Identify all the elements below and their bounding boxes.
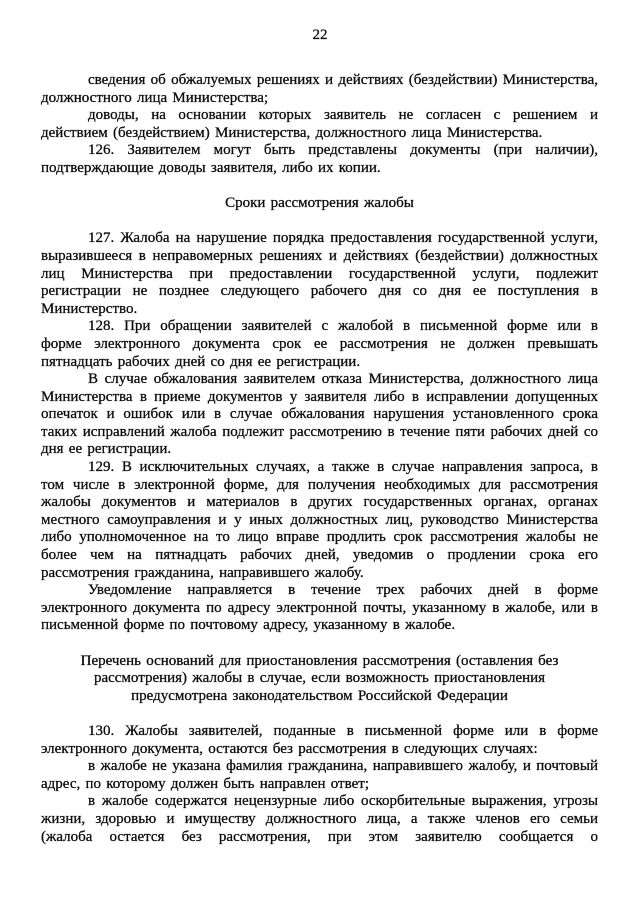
content-area [41,72,598,846]
paragraph: 126. Заявителем могут быть представлены документы (при наличии), подтверждающие доводы заявителя, либо их копии. [41,142,598,176]
paragraph: В случае обжалования заявителем отказа Министерства, должностного лица Министерства в приеме документов у заявителя либо в исправлении допущенных опечаток и ошибок или в случае обжалования нарушения установленного срока таких исправлений жалоба подлежит рассмотрению в течение пяти рабочих дней со дня ее регистрации. [41,371,598,458]
paragraph: сведения об обжалуемых решениях и действиях (бездействии) Министерства, должностного лица Министерства; [41,72,598,106]
section-heading: Сроки рассмотрения жалобы [225,195,414,212]
paragraph: в жалобе содержатся нецензурные либо оскорбительные выражения, угрозы жизни, здоровью и имуществу должностного лица, а также членов его семьи (жалоба остается без рассмотрения, при этом заявителю сообщается о [41,793,598,845]
paragraph: 127. Жалоба на нарушение порядка предоставления государственной услуги, выразившееся в неправомерных решениях и действиях (бездействии) должностных лиц Министерства при предоставлении государственной услуги, подлежит регистрации не позднее следующего рабочего дня со дня ее поступления в Министерство. [41,230,598,317]
paragraph: Уведомление направляется в течение трех рабочих дней в форме электронного документа по адресу электронной почты, указанному в жалобе, или в письменной форме по почтовому адресу, указанному в жалобе. [41,582,598,634]
section-heading: Перечень оснований для приостановления рассмотрения (оставления без рассмотрения) жалобы в случае, если возможность приостановления предусмотрена законодательством Российской Федерации [80,652,559,704]
paragraph: 130. Жалобы заявителей, поданные в письменной форме или в форме электронного документа, остаются без рассмотрения в следующих случаях: [41,722,598,757]
paragraph: 129. В исключительных случаях, а также в случае направления запроса, в том числе в электронной форме, для получения необходимых для рассмотрения жалобы документов и материалов в других государственных органах, органах местного самоуправления и у иных должностных лиц, руководство Министерства либо уполномоченное на то лицо вправе продлить срок рассмотрения жалобы не более чем на пятнадцать рабочих дней, уведомив о продлении срока его рассмотрения гражданина, направившего жалобу. [41,459,598,581]
page-number: 22 [312,27,328,43]
paragraph: в жалобе не указана фамилия гражданина, направившего жалобу, и почтовый адрес, по которому должен быть направлен ответ; [41,758,598,792]
paragraph: 128. При обращении заявителей с жалобой в письменной форме или в форме электронного документа срок ее рассмотрения не должен превышать пятнадцать рабочих дней со дня ее регистрации. [41,318,598,370]
paragraph: доводы, на основании которых заявитель не согласен с решением и действием (бездействием) Министерства, должностного лица Министерства. [41,107,598,141]
